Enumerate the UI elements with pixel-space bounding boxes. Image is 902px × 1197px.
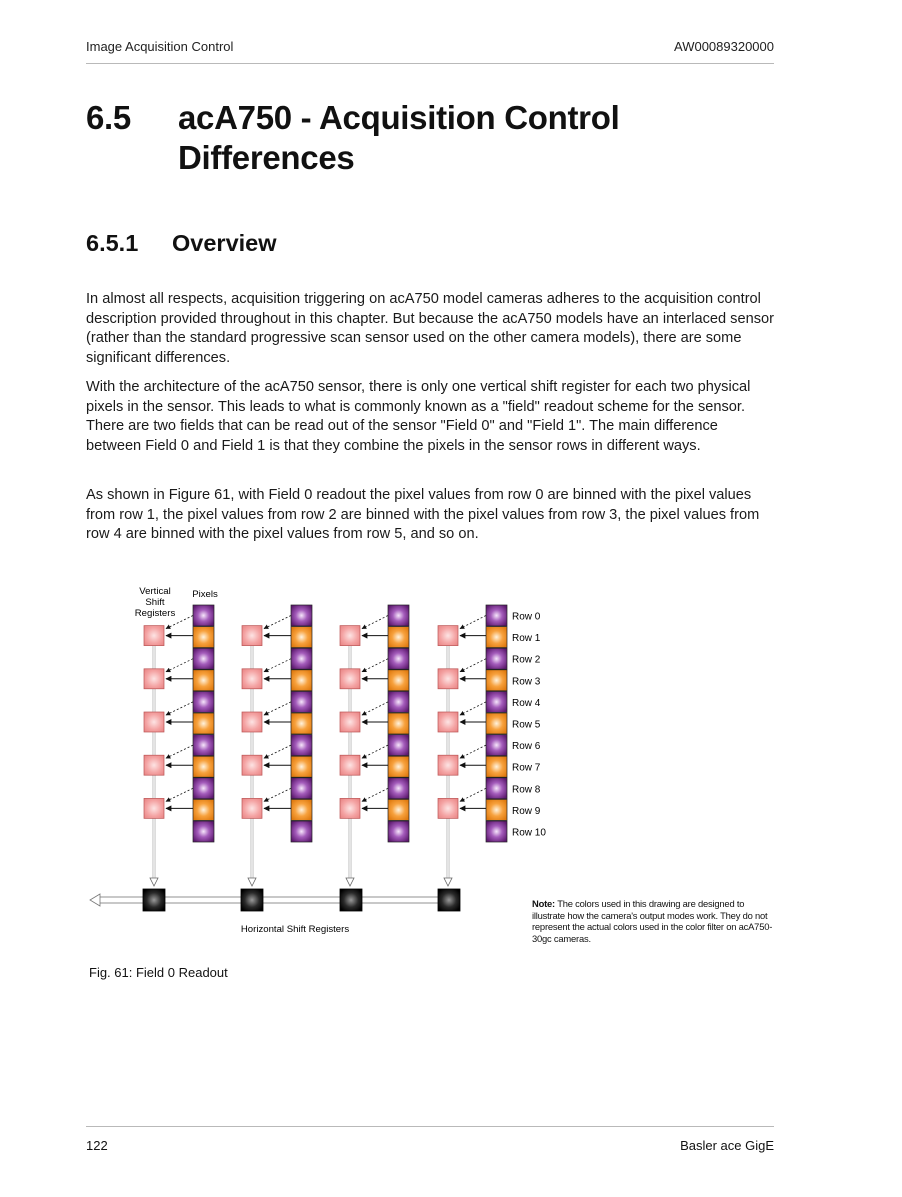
vsr-1-4	[242, 798, 262, 818]
vsr-2-4	[340, 798, 360, 818]
label-pixels: Pixels	[192, 589, 218, 600]
pixel-3-1	[486, 627, 507, 648]
row-label-3: Row 3	[512, 676, 541, 688]
page-number: 122	[86, 1138, 108, 1153]
transfer-arrow-even	[264, 702, 291, 715]
pixel-3-6	[486, 735, 507, 756]
hsr-0	[143, 889, 165, 911]
pixel-1-2	[291, 648, 312, 669]
pixel-0-8	[193, 778, 214, 799]
hsr-2	[340, 889, 362, 911]
row-label-5: Row 5	[512, 719, 541, 731]
paragraph-architecture: With the architecture of the acA750 sensor, there is only one vertical shift register for each two physical pixels in the sensor. This leads to what is commonly known as a "field" readout scheme for the sensor. There are two fields that can be read out of the sensor "Field 0" and "Field 1". The main difference between Field 0 and Field 1 is that they combine the pixels in the sensor rows in different ways.	[86, 379, 751, 454]
vsr-down-arrow	[248, 878, 256, 886]
pixel-2-4	[388, 691, 409, 712]
pixel-0-9	[193, 799, 214, 820]
pixel-2-3	[388, 670, 409, 691]
pixel-2-0	[388, 605, 409, 626]
vsr-3-1	[438, 669, 458, 689]
pixel-3-9	[486, 799, 507, 820]
pixel-1-6	[291, 735, 312, 756]
section-number: 6.5	[86, 99, 131, 136]
row-label-1: Row 1	[512, 633, 541, 645]
pixel-3-3	[486, 670, 507, 691]
transfer-arrow-even	[166, 702, 193, 715]
row-label-10: Row 10	[512, 827, 546, 839]
vsr-1-3	[242, 755, 262, 775]
pixel-2-2	[388, 648, 409, 669]
pixel-2-9	[388, 799, 409, 820]
running-header-docnum: AW00089320000	[674, 39, 774, 54]
vsr-3-2	[438, 712, 458, 732]
hsr-3	[438, 889, 460, 911]
pixel-0-7	[193, 756, 214, 777]
pixel-1-10	[291, 821, 312, 842]
pixel-2-8	[388, 778, 409, 799]
pixel-3-2	[486, 648, 507, 669]
transfer-arrow-even	[264, 659, 291, 672]
hsr-output-arrow	[90, 894, 100, 906]
vsr-2-2	[340, 712, 360, 732]
row-label-4: Row 4	[512, 697, 541, 709]
transfer-arrow-even	[362, 702, 388, 715]
pixel-3-8	[486, 778, 507, 799]
pixel-2-1	[388, 627, 409, 648]
transfer-arrow-even	[460, 788, 486, 801]
section-title-line2: Differences	[178, 139, 355, 176]
pixel-3-7	[486, 756, 507, 777]
section-title	[178, 98, 698, 178]
vsr-0-2	[144, 712, 164, 732]
pixel-2-5	[388, 713, 409, 734]
pixel-1-9	[291, 799, 312, 820]
label-registers: Registers	[134, 608, 176, 619]
pixel-3-10	[486, 821, 507, 842]
pixel-1-5	[291, 713, 312, 734]
row-label-6: Row 6	[512, 741, 541, 753]
paragraph-field0: As shown in Figure 61, with Field 0 readout the pixel values from row 0 are binned with the pixel values from row 1, the pixel values from row 2 are binned with the pixel values from row 3, the pixel values from row 4 are binned with the pixel values from row 5, and so on.	[86, 487, 760, 543]
pixel-0-6	[193, 735, 214, 756]
field0-readout-figure	[82, 578, 782, 948]
pixel-3-0	[486, 605, 507, 626]
transfer-arrow-even	[362, 745, 388, 758]
transfer-arrow-even	[460, 616, 486, 629]
pixel-1-4	[291, 691, 312, 712]
header-rule	[86, 63, 774, 64]
figure-note	[532, 898, 776, 944]
vsr-3-3	[438, 755, 458, 775]
pixel-1-7	[291, 756, 312, 777]
transfer-arrow-even	[166, 659, 193, 672]
vsr-0-1	[144, 669, 164, 689]
pixel-3-5	[486, 713, 507, 734]
transfer-arrow-even	[264, 745, 291, 758]
pixel-1-3	[291, 670, 312, 691]
vsr-0-0	[144, 626, 164, 646]
vsr-1-1	[242, 669, 262, 689]
subsection-number: 6.5.1	[86, 230, 139, 256]
pixel-0-2	[193, 648, 214, 669]
readout-diagram	[82, 578, 782, 948]
vsr-2-1	[340, 669, 360, 689]
vsr-down-arrow	[150, 878, 158, 886]
transfer-arrow-even	[264, 788, 291, 801]
transfer-arrow-even	[362, 659, 388, 672]
note-label: Note:	[532, 898, 555, 909]
row-label-7: Row 7	[512, 762, 541, 774]
vsr-1-2	[242, 712, 262, 732]
label-shift: Shift	[145, 597, 165, 608]
pixel-2-7	[388, 756, 409, 777]
pixel-0-10	[193, 821, 214, 842]
pixel-0-1	[193, 627, 214, 648]
vsr-down-arrow	[346, 878, 354, 886]
vsr-3-0	[438, 626, 458, 646]
transfer-arrow-even	[264, 616, 291, 629]
transfer-arrow-even	[166, 745, 193, 758]
label-vertical: Vertical	[139, 586, 171, 597]
row-label-9: Row 9	[512, 805, 541, 817]
label-horizontal-shift-registers: Horizontal Shift Registers	[240, 924, 350, 935]
pixel-2-10	[388, 821, 409, 842]
section-title-line1: acA750 - Acquisition Control	[178, 99, 620, 136]
transfer-arrow-even	[460, 745, 486, 758]
transfer-arrow-even	[460, 659, 486, 672]
pixel-2-6	[388, 735, 409, 756]
pixel-0-4	[193, 691, 214, 712]
vsr-2-3	[340, 755, 360, 775]
transfer-arrow-even	[362, 616, 388, 629]
subsection-title: Overview	[172, 230, 277, 256]
vsr-2-0	[340, 626, 360, 646]
pixel-3-4	[486, 691, 507, 712]
pixel-0-0	[193, 605, 214, 626]
footer-book-title: Basler ace GigE	[680, 1138, 774, 1153]
transfer-arrow-even	[362, 788, 388, 801]
pixel-1-0	[291, 605, 312, 626]
pixel-0-3	[193, 670, 214, 691]
pixel-0-5	[193, 713, 214, 734]
paragraph-intro: In almost all respects, acquisition triggering on acA750 model cameras adheres to the acquisition control description provided throughout in this chapter. But because the acA750 models have an interlaced sensor (rather than the standard progressive scan sensor used on the other camera models), there are some significant differences.	[86, 291, 774, 366]
transfer-arrow-even	[166, 788, 193, 801]
running-header-title: Image Acquisition Control	[86, 39, 234, 54]
figure-caption: Fig. 61: Field 0 Readout	[89, 965, 228, 980]
note-text: The colors used in this drawing are designed to illustrate how the camera's output modes work. They do not represent the actual colors used in the color filter on acA750-30gc cameras.	[532, 898, 773, 944]
row-label-8: Row 8	[512, 784, 541, 796]
transfer-arrow-even	[460, 702, 486, 715]
row-label-0: Row 0	[512, 611, 541, 623]
pixel-1-8	[291, 778, 312, 799]
vsr-3-4	[438, 798, 458, 818]
vsr-1-0	[242, 626, 262, 646]
footer-rule	[86, 1126, 774, 1127]
vsr-0-3	[144, 755, 164, 775]
vsr-down-arrow	[444, 878, 452, 886]
pixel-1-1	[291, 627, 312, 648]
row-label-2: Row 2	[512, 654, 541, 666]
hsr-1	[241, 889, 263, 911]
vsr-0-4	[144, 798, 164, 818]
